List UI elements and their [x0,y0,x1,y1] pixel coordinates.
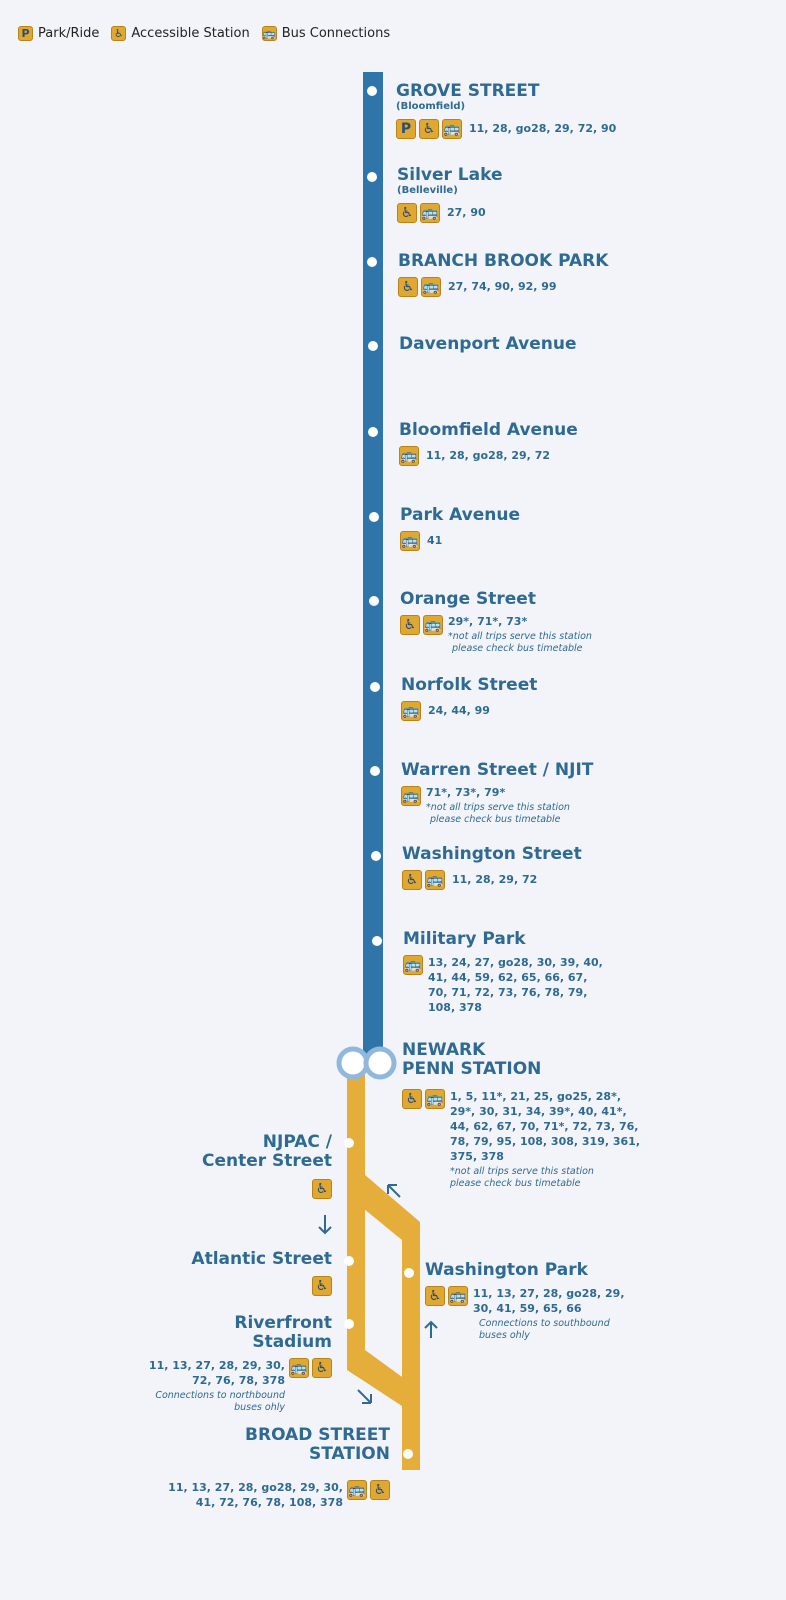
accessible-icon: ♿ [312,1276,332,1296]
station-dot-davenport [368,341,378,351]
park-ride-icon: P [18,26,33,41]
bus-routes: 11, 28, 29, 72 [452,873,538,886]
station-orange-street [400,590,592,655]
service-note: Connections to northbound [155,1390,285,1401]
station-njpac [202,1133,332,1199]
station-name: Military Park [403,929,526,949]
bus-icon: 🚌 [424,617,442,633]
bus-icon: 🚌 [443,121,461,137]
station-dot-grove [367,86,377,96]
bus-icon: 🚌 [421,205,439,221]
bus-routes: 27, 90 [447,206,486,219]
station-atlantic-street [191,1250,332,1296]
station-name-line-2: Stadium [252,1332,332,1352]
station-branch-brook-park [398,252,608,297]
bus-routes-line-1: 11, 13, 27, 28, 29, 30, [148,1359,285,1372]
station-name-line-1: Riverfront [234,1313,332,1333]
service-note: Connections to southbound [479,1318,610,1329]
station-name: GROVE STREET [396,81,540,101]
station-name: Silver Lake [397,165,503,185]
gold-line-track-right [402,1222,420,1470]
accessible-icon: ♿ [402,1089,422,1109]
station-name-line-2: STATION [309,1444,390,1464]
station-name-line-2: PENN STATION [402,1059,542,1079]
bus-icon: 🚌 [402,788,420,804]
bus-icon: 🚌 [400,448,418,464]
bus-routes-line-1: 11, 13, 27, 28, go28, 29, 30, [168,1481,343,1494]
bus-routes-line-5: 375, 378 [450,1150,504,1163]
bus-routes-line-2: 41, 72, 76, 78, 108, 378 [195,1496,343,1509]
station-riverfront-stadium [234,1314,332,1352]
arrow-northwest-icon [388,1185,400,1197]
station-dot-bloomfield [368,427,378,437]
station-bloomfield-avenue [399,421,578,466]
bus-icon: 🚌 [422,279,440,295]
station-town: (Bloomfield) [396,101,466,112]
bus-routes: 11, 28, go28, 29, 72 [426,449,551,462]
station-broad-street [245,1426,390,1464]
station-dot-broad [403,1449,413,1459]
bus-icon: 🚌 [348,1482,366,1498]
station-washington-street [402,845,582,890]
bus-routes-line-2: 29*, 30, 31, 34, 39*, 40, 41*, [450,1105,627,1118]
accessible-icon: ♿ [419,119,439,139]
station-dot-park [369,512,379,522]
station-norfolk-street [401,676,537,721]
bus-routes: 71*, 73*, 79* [426,786,506,799]
station-dot-branch [367,257,377,267]
penn-station-ring-left [339,1049,367,1077]
station-name: Park Avenue [400,505,520,525]
broad-street-connections [168,1480,390,1510]
blue-line-track [363,72,383,1062]
station-davenport-avenue [399,335,576,354]
bus-routes-line-3: 44, 62, 67, 70, 71*, 72, 73, 76, [450,1120,639,1133]
station-name-line-1: NEWARK [402,1040,486,1060]
legend-bus-label: Bus Connections [281,26,391,41]
bus-icon: 🚌 [402,703,420,719]
bus-routes: 24, 44, 99 [428,704,490,717]
station-name-line-1: BROAD STREET [245,1425,390,1445]
station-newark-penn [402,1041,640,1190]
accessible-icon: ♿ [398,277,418,297]
station-dot-orange [369,596,379,606]
station-silver-lake [397,166,503,223]
bus-routes: 41 [427,534,443,547]
penn-station-ring-right [366,1049,394,1077]
service-note-2: buses ohly [479,1330,530,1341]
service-note: *not all trips serve this station [448,631,592,642]
service-note: *not all trips serve this station [426,802,570,813]
bus-routes: 11, 28, go28, 29, 72, 90 [469,122,617,135]
bus-routes: 27, 74, 90, 92, 99 [448,280,557,293]
accessible-icon: ♿ [397,203,417,223]
accessible-icon: ♿ [111,26,126,41]
station-name: Warren Street / NJIT [401,760,594,780]
accessible-icon: ♿ [425,1286,445,1306]
bus-routes-line-3: 70, 71, 72, 73, 76, 78, 79, [428,986,588,999]
bus-icon: 🚌 [401,533,419,549]
station-name: Washington Street [402,844,582,864]
bus-routes-line-2: 41, 44, 59, 62, 65, 66, 67, [428,971,588,984]
bus-routes-line-1: 13, 24, 27, go28, 30, 39, 40, [428,956,603,969]
bus-icon: 🚌 [262,27,277,40]
station-town: (Belleville) [397,185,458,196]
station-name: Atlantic Street [191,1249,332,1269]
station-name: Davenport Avenue [399,334,577,354]
station-name-line-2: Center Street [201,1151,332,1171]
bus-icon: 🚌 [426,872,444,888]
accessible-icon: ♿ [370,1480,390,1500]
station-dot-washpark [404,1268,414,1278]
accessible-icon: ♿ [312,1179,332,1199]
accessible-icon: ♿ [402,870,422,890]
service-note-2: please check bus timetable [450,1178,581,1189]
bus-routes-line-1: 1, 5, 11*, 21, 25, go25, 28*, [450,1090,622,1103]
bus-icon: 🚌 [404,957,422,973]
station-military-park [403,930,603,1015]
station-dot-washington [371,851,381,861]
service-note-2: please check bus timetable [430,814,561,825]
station-name: Norfolk Street [401,675,538,695]
station-warren-street [401,761,593,826]
station-dot-warren [370,766,380,776]
station-name: Bloomfield Avenue [399,420,578,440]
station-park-avenue [400,506,520,551]
station-dot-riverfront [344,1319,354,1329]
station-name: Orange Street [400,589,536,609]
bus-routes: 29*, 71*, 73* [448,615,528,628]
bus-routes-line-1: 11, 13, 27, 28, go28, 29, [473,1287,625,1300]
station-dot-njpac [344,1138,354,1148]
arrow-southeast-icon [358,1390,371,1403]
accessible-icon: ♿ [312,1358,332,1378]
station-dot-norfolk [370,682,380,692]
bus-routes-line-2: 72, 76, 78, 378 [192,1374,285,1387]
legend-park-label: Park/Ride [38,26,100,41]
station-dot-atlantic [344,1256,354,1266]
bus-routes-line-2: 30, 41, 59, 65, 66 [473,1302,582,1315]
station-dot-military [372,936,382,946]
station-grove-street [396,82,616,139]
service-note-2: please check bus timetable [452,643,583,654]
bus-routes-line-4: 108, 378 [428,1001,482,1014]
riverfront-connections [149,1358,332,1414]
service-note: *not all trips serve this station [450,1166,594,1177]
accessible-icon: ♿ [400,615,420,635]
station-name: Washington Park [425,1260,588,1280]
service-note-2: buses ohly [234,1402,285,1413]
station-washington-park [425,1261,625,1342]
bus-icon: 🚌 [449,1288,467,1304]
arrow-down-icon [319,1215,331,1233]
station-name: BRANCH BROOK PARK [398,251,609,271]
legend-access-label: Accessible Station [131,26,250,41]
bus-routes-line-4: 78, 79, 95, 108, 308, 319, 361, [450,1135,640,1148]
station-name-line-1: NJPAC / [262,1132,332,1152]
bus-icon: 🚌 [426,1091,444,1107]
park-ride-icon: P [396,119,416,139]
bus-icon: 🚌 [290,1360,308,1376]
station-dot-silver [367,172,377,182]
